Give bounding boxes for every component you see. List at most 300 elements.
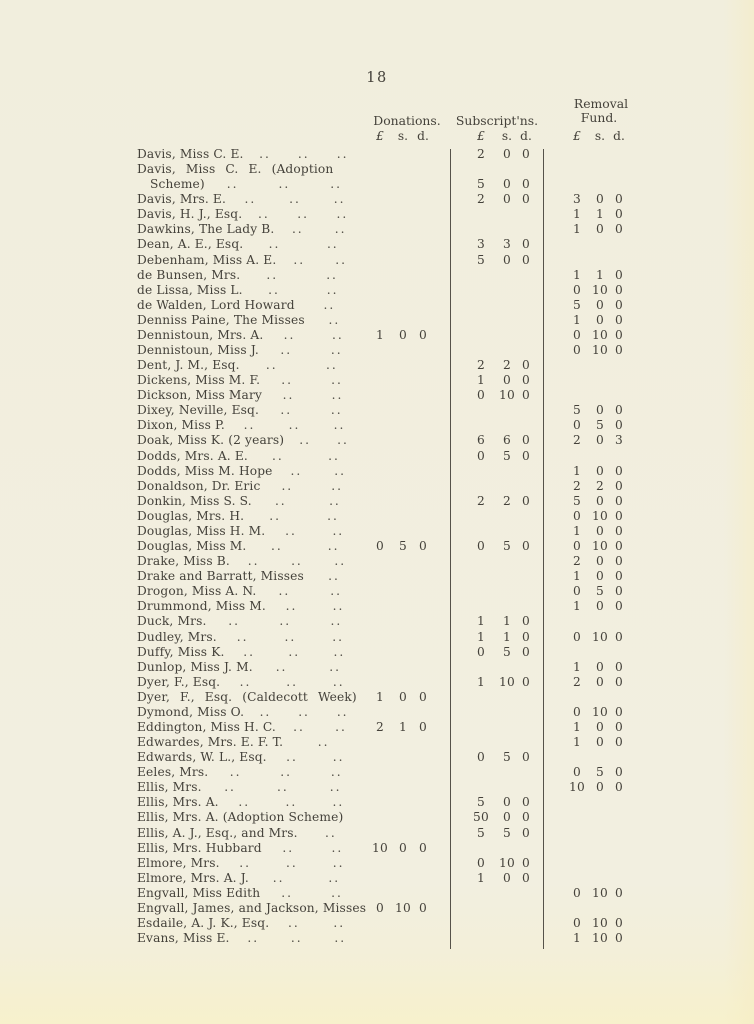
subscriptions-amount: 0	[521, 644, 531, 659]
removal-fund-amount: 0	[595, 463, 605, 478]
subscriptions-shillings-header: s.	[501, 129, 513, 143]
leader-dot-group: ..	[266, 267, 279, 282]
leader-dot-group: ..	[279, 614, 292, 629]
donations-amount: 0	[418, 327, 428, 342]
donor-name-cell	[137, 750, 360, 765]
removal-fund-amount: 0	[595, 780, 605, 795]
leader-dot-group: ..	[283, 327, 296, 342]
removal-fund-amount: 10	[591, 931, 609, 946]
subscriptions-amount: 2	[476, 192, 486, 207]
removal-fund-amount: 0	[572, 343, 582, 358]
removal-fund-amount: 0	[572, 584, 582, 599]
donor-name: Douglas, Miss H. M.	[137, 523, 266, 538]
table-row	[137, 524, 642, 539]
donor-name: Esdaile, A. J. K., Esq.	[137, 915, 270, 930]
leader-dot-group: ..	[280, 343, 293, 358]
leader-dot-group: ..	[328, 569, 340, 584]
subscriptions-amount: 5	[476, 825, 486, 840]
removal-fund-amount: 0	[572, 915, 582, 930]
subscriptions-amount: 0	[502, 147, 512, 161]
leader-dot-group: ..	[330, 584, 342, 599]
removal-fund-amount: 3	[614, 433, 624, 448]
table-row	[137, 283, 642, 298]
subscriptions-amount: 0	[502, 870, 512, 885]
removal-fund-amount: 0	[614, 312, 624, 327]
removal-fund-amount: 1	[572, 463, 582, 478]
donor-name: Dixey, Neville, Esq.	[137, 403, 260, 418]
removal-fund-amount: 0	[614, 554, 624, 569]
donor-name: Drake, Miss B.	[137, 554, 230, 569]
leader-dot-group: ..	[285, 599, 298, 614]
removal-fund-amount: 10	[591, 508, 609, 523]
subscriptions-amount: 2	[476, 147, 486, 161]
leader-dots	[225, 645, 361, 660]
leader-dot-group: ..	[259, 704, 272, 719]
leader-dot-group: ..	[289, 192, 301, 207]
leader-dots	[208, 765, 360, 780]
donor-name: Drake and Barratt, Misses	[137, 569, 304, 584]
donor-name: Douglas, Mrs. H.	[137, 508, 245, 523]
removal-fund-amount: 10	[591, 629, 609, 644]
donor-name-cell	[137, 826, 360, 841]
subscriptions-amount: 0	[476, 448, 486, 463]
removal-fund-amount: 0	[595, 599, 605, 614]
subscriptions-amount: 0	[502, 192, 512, 207]
subscriptions-amount: 0	[476, 750, 486, 765]
removal-fund-amount: 0	[614, 222, 624, 237]
donor-name: Donkin, Miss S. S.	[137, 493, 252, 508]
leader-dot-group: ..	[286, 674, 298, 689]
leader-dots	[242, 207, 360, 222]
table-row	[137, 418, 642, 433]
donations-amount: 0	[418, 840, 428, 855]
leader-dot-group: ..	[268, 282, 280, 297]
donor-name-cell	[137, 388, 360, 403]
removal-fund-amount: 1	[572, 659, 582, 674]
donations-amount: 0	[418, 719, 428, 734]
removal-fund-amount: 0	[595, 493, 605, 508]
removal-fund-amount: 1	[595, 267, 605, 282]
removal-fund-amount: 0	[614, 282, 624, 297]
leader-dot-group: ..	[280, 403, 293, 418]
leader-dot-group: ..	[334, 463, 346, 478]
subscriptions-amount: 5	[476, 177, 486, 192]
leader-dot-group: ..	[332, 750, 345, 765]
removal-fund-amount: 0	[572, 765, 582, 780]
table-row	[137, 886, 642, 901]
leader-dot-group: ..	[291, 222, 304, 237]
donor-name-cell	[137, 886, 360, 901]
donor-name-cell	[137, 494, 360, 509]
leader-dot-group: ..	[333, 192, 346, 207]
table-row	[137, 403, 642, 418]
table-row	[137, 539, 642, 554]
leader-dot-group: ..	[317, 735, 330, 750]
removal-fund-amount: 0	[614, 674, 624, 689]
removal-fund-amount: 0	[614, 267, 624, 282]
leader-dot-group: ..	[290, 463, 303, 478]
donor-name: Duck, Mrs.	[137, 614, 207, 629]
donor-name-cell	[137, 614, 360, 629]
leader-dots	[304, 569, 360, 584]
removal-fund-amount: 10	[591, 282, 609, 297]
subscriptions-amount: 0	[502, 252, 512, 267]
donations-amount: 1	[375, 689, 385, 704]
removal-fund-amount: 1	[572, 267, 582, 282]
subscriptions-amount: 0	[521, 855, 531, 870]
leader-dot-group: ..	[335, 719, 347, 734]
subscriptions-amount: 0	[521, 177, 531, 192]
donor-name-cell	[137, 539, 360, 554]
leader-dot-group: ..	[326, 358, 338, 373]
leader-dots	[249, 871, 360, 886]
leader-dots	[240, 268, 360, 283]
table-row	[137, 765, 642, 780]
subscriptions-amount: 0	[521, 448, 531, 463]
table-row	[137, 177, 642, 192]
table-row	[137, 780, 642, 795]
leader-dot-group: ..	[331, 327, 344, 342]
removal-fund-amount: 1	[572, 523, 582, 538]
donor-name: Dickens, Miss M. F.	[137, 373, 261, 388]
donor-name: Davis, H. J., Esq.	[137, 207, 243, 222]
table-row	[137, 464, 642, 479]
leader-dot-group: ..	[284, 629, 297, 644]
removal-fund-amount: 5	[572, 493, 582, 508]
removal-fund-amount: 0	[614, 629, 624, 644]
subscriptions-amount: 0	[502, 810, 512, 825]
removal-fund-amount: 5	[595, 418, 605, 433]
donor-name-cell	[137, 675, 360, 690]
leader-dot-group: ..	[330, 403, 343, 418]
leader-dot-group: ..	[337, 433, 349, 448]
removal-fund-amount: 1	[572, 222, 582, 237]
donations-amount: 0	[398, 840, 408, 855]
subscriptions-amount: 0	[521, 795, 531, 810]
subscriptions-amount: 1	[502, 629, 512, 644]
donor-name: Ellis, A. J., Esq., and Mrs.	[137, 825, 298, 840]
removal-fund-column-header-line1: Removal	[573, 96, 629, 111]
subscriptions-amount: 3	[502, 237, 512, 252]
donor-name-cell	[137, 630, 360, 645]
subscriptions-amount: 0	[521, 674, 531, 689]
removal-fund-amount: 0	[595, 297, 605, 312]
leader-dot-group: ..	[334, 222, 347, 237]
removal-fund-amount: 0	[614, 539, 624, 554]
subscriptions-amount: 0	[521, 810, 531, 825]
removal-fund-amount: 0	[595, 674, 605, 689]
subscriptions-amount: 50	[472, 810, 490, 825]
subscriptions-amount: 0	[521, 825, 531, 840]
removal-fund-amount: 10	[591, 885, 609, 900]
donor-name-cell	[137, 569, 360, 584]
donor-name: de Walden, Lord Howard	[137, 297, 295, 312]
table-row	[137, 841, 642, 856]
donor-name-cell	[137, 192, 360, 207]
donor-name: Elmore, Mrs.	[137, 855, 220, 870]
donor-name-cell	[137, 177, 360, 192]
table-row	[137, 584, 642, 599]
leader-dot-group: ..	[275, 659, 288, 674]
table-row	[137, 810, 642, 825]
removal-fund-amount: 1	[572, 931, 582, 946]
leader-dot-group: ..	[327, 508, 339, 523]
table-row	[137, 192, 642, 207]
subscriptions-amount: 0	[502, 795, 512, 810]
leader-dots	[256, 584, 360, 599]
leader-dots	[305, 313, 360, 328]
subscriptions-amount: 5	[502, 750, 512, 765]
table-row	[137, 207, 642, 222]
donor-name: Davis, Miss C. E.	[137, 147, 244, 161]
leader-dots	[284, 433, 360, 448]
removal-fund-amount: 0	[614, 418, 624, 433]
subscriptions-amount: 10	[498, 855, 516, 870]
leader-dots	[243, 237, 360, 252]
leader-dots	[263, 328, 360, 343]
leader-dot-group: ..	[259, 147, 271, 161]
leader-dot-group: ..	[332, 599, 345, 614]
leader-dots	[230, 931, 360, 946]
donor-name-cell	[137, 343, 360, 358]
donor-name-cell	[137, 645, 360, 660]
leader-dot-group: ..	[330, 765, 343, 780]
removal-shillings-header: s.	[594, 129, 606, 143]
donor-name: Scheme)	[150, 177, 205, 192]
leader-dot-group: ..	[334, 554, 347, 569]
table-row	[137, 509, 642, 524]
subscriptions-amount: 1	[476, 614, 486, 629]
subscriptions-amount: 6	[502, 433, 512, 448]
subscriptions-amount: 0	[502, 373, 512, 388]
leader-dots	[260, 373, 360, 388]
subscriptions-column-header: Subscript'ns.	[455, 113, 539, 128]
leader-dot-group: ..	[332, 674, 345, 689]
removal-fund-amount: 1	[572, 312, 582, 327]
leader-dots	[244, 705, 360, 720]
subscriptions-amount: 0	[521, 433, 531, 448]
table-row	[137, 675, 642, 690]
donations-amount: 10	[371, 840, 389, 855]
leader-dot-group: ..	[281, 885, 294, 900]
leader-dot-group: ..	[298, 704, 310, 719]
leader-dots	[267, 750, 360, 765]
removal-pence-header: d.	[613, 129, 625, 143]
subscriptions-amount: 0	[521, 614, 531, 629]
removal-fund-amount: 0	[572, 885, 582, 900]
removal-fund-amount: 0	[572, 704, 582, 719]
leader-dot-group: ..	[276, 780, 289, 795]
subscriptions-amount: 0	[521, 870, 531, 885]
table-row	[137, 373, 642, 388]
subscriptions-amount: 1	[476, 373, 486, 388]
subscriptions-amount: 5	[502, 644, 512, 659]
leader-dot-group: ..	[326, 237, 339, 252]
donations-amount: 5	[398, 539, 408, 554]
table-row	[137, 720, 642, 735]
table-row	[137, 614, 642, 629]
donor-name: Dodds, Miss M. Hope	[137, 463, 273, 478]
leader-dot-group: ..	[330, 614, 343, 629]
leader-dot-group: ..	[328, 312, 341, 327]
donor-name-cell	[137, 328, 360, 343]
subscriptions-amount: 1	[476, 870, 486, 885]
leader-dots	[262, 388, 360, 403]
subscriptions-amount: 0	[521, 629, 531, 644]
subscriptions-amount: 0	[521, 750, 531, 765]
removal-fund-amount: 0	[595, 222, 605, 237]
leader-dots	[276, 253, 360, 268]
leader-dots	[243, 283, 360, 298]
leader-dots	[244, 147, 360, 162]
removal-fund-amount: 0	[595, 554, 605, 569]
leader-dots	[273, 464, 360, 479]
donor-name-cell	[137, 253, 360, 268]
donor-name-cell	[137, 524, 360, 539]
removal-fund-amount: 2	[572, 478, 582, 493]
subscriptions-amount: 5	[476, 252, 486, 267]
subscriptions-amount: 2	[502, 493, 512, 508]
leader-dot-group: ..	[323, 297, 336, 312]
donor-name-cell	[137, 705, 360, 720]
leader-dot-group: ..	[333, 915, 346, 930]
donor-name-cell	[137, 479, 360, 494]
leader-dots	[217, 630, 360, 645]
donor-name: Engvall, Miss Edith	[137, 885, 261, 900]
removal-fund-amount: 10	[568, 780, 586, 795]
removal-fund-amount: 0	[595, 659, 605, 674]
table-row	[137, 660, 642, 675]
donor-name-cell	[137, 509, 360, 524]
leader-dot-group: ..	[331, 885, 343, 900]
subscriptions-amount: 5	[502, 825, 512, 840]
table-row	[137, 630, 642, 645]
removal-fund-amount: 0	[614, 765, 624, 780]
table-row	[137, 449, 642, 464]
removal-fund-amount: 10	[591, 915, 609, 930]
leader-dot-group: ..	[239, 855, 251, 870]
donor-name-cell	[137, 931, 360, 946]
table-row	[137, 253, 642, 268]
table-row	[137, 268, 642, 283]
subscriptions-amount: 0	[521, 539, 531, 554]
table-row	[137, 343, 642, 358]
donations-amount: 2	[375, 719, 385, 734]
removal-fund-amount: 0	[614, 599, 624, 614]
donor-name: Dunlop, Miss J. M.	[137, 659, 253, 674]
leader-dot-group: ..	[239, 674, 252, 689]
donations-shillings-header: s.	[397, 129, 409, 143]
donations-amount: 0	[398, 327, 408, 342]
donor-name: Duffy, Miss K.	[137, 644, 225, 659]
donor-name-cell	[137, 147, 360, 162]
leader-dots	[207, 614, 360, 629]
removal-fund-amount: 5	[572, 297, 582, 312]
leader-dots	[202, 780, 360, 795]
leader-dot-group: ..	[278, 584, 291, 599]
table-row	[137, 856, 642, 871]
removal-fund-amount: 0	[614, 478, 624, 493]
donations-amount: 0	[418, 900, 428, 915]
leader-dot-group: ..	[288, 418, 301, 433]
donor-name-cell	[137, 283, 360, 298]
donor-name-cell	[137, 735, 360, 750]
donor-name-cell	[137, 162, 360, 177]
donor-name-cell	[137, 841, 360, 856]
table-row	[137, 237, 642, 252]
leader-dot-group: ..	[265, 358, 278, 373]
donor-name: Dennistoun, Miss J.	[137, 343, 259, 358]
removal-fund-amount: 2	[572, 433, 582, 448]
removal-fund-amount: 0	[614, 569, 624, 584]
donor-name: Denniss Paine, The Misses	[137, 312, 305, 327]
leader-dot-group: ..	[332, 795, 345, 810]
subscriptions-amount: 6	[476, 433, 486, 448]
leader-dot-group: ..	[328, 448, 340, 463]
leader-dots	[248, 449, 360, 464]
leader-dots	[283, 735, 360, 750]
donor-name: Dean, A. E., Esq.	[137, 237, 244, 252]
removal-fund-amount: 0	[614, 207, 624, 222]
leader-dots	[253, 660, 360, 675]
leader-dot-group: ..	[282, 840, 295, 855]
donor-name: Edwardes, Mrs. E. F. T.	[137, 735, 284, 750]
removal-fund-amount: 1	[572, 569, 582, 584]
donations-pence-header: d.	[417, 129, 429, 143]
removal-fund-amount: 0	[572, 418, 582, 433]
subscriptions-amount: 1	[476, 674, 486, 689]
leader-dot-group: ..	[285, 795, 298, 810]
donor-name-cell	[137, 313, 360, 328]
leader-dot-group: ..	[335, 252, 347, 267]
donor-name-cell	[137, 660, 360, 675]
leader-dot-group: ..	[290, 931, 303, 946]
table-row	[137, 313, 642, 328]
leader-dot-group: ..	[243, 644, 255, 659]
donor-name-cell	[137, 207, 360, 222]
table-row	[137, 599, 642, 614]
leader-dots	[246, 539, 360, 554]
removal-fund-amount: 5	[595, 584, 605, 599]
leader-dot-group: ..	[258, 207, 270, 222]
donor-name-cell	[137, 900, 367, 916]
leader-dot-group: ..	[278, 177, 291, 192]
donor-name: Douglas, Miss M.	[137, 539, 247, 554]
leader-dot-group: ..	[297, 147, 310, 161]
removal-fund-amount: 0	[595, 523, 605, 538]
donor-name: de Lissa, Miss L.	[137, 282, 243, 297]
leader-dots	[295, 298, 360, 313]
donor-name: Engvall, James, and Jackson, Misses	[137, 900, 367, 915]
donor-name: Doak, Miss K. (2 years)	[137, 433, 285, 448]
leader-dot-group: ..	[270, 539, 283, 554]
leader-dot-group: ..	[331, 478, 343, 493]
removal-fund-amount: 0	[595, 403, 605, 418]
subscriptions-amount: 1	[476, 629, 486, 644]
subscriptions-amount: 10	[498, 388, 516, 403]
table-row	[137, 871, 642, 886]
leader-dots	[230, 554, 360, 569]
table-row	[137, 705, 642, 720]
donor-name: Dymond, Miss O.	[137, 704, 245, 719]
leader-dots	[226, 192, 360, 207]
removal-fund-amount: 2	[595, 478, 605, 493]
donor-name-cell	[137, 765, 360, 780]
table-row	[137, 162, 642, 177]
removal-fund-amount: 0	[572, 629, 582, 644]
removal-fund-amount: 0	[614, 297, 624, 312]
removal-fund-amount: 0	[614, 584, 624, 599]
